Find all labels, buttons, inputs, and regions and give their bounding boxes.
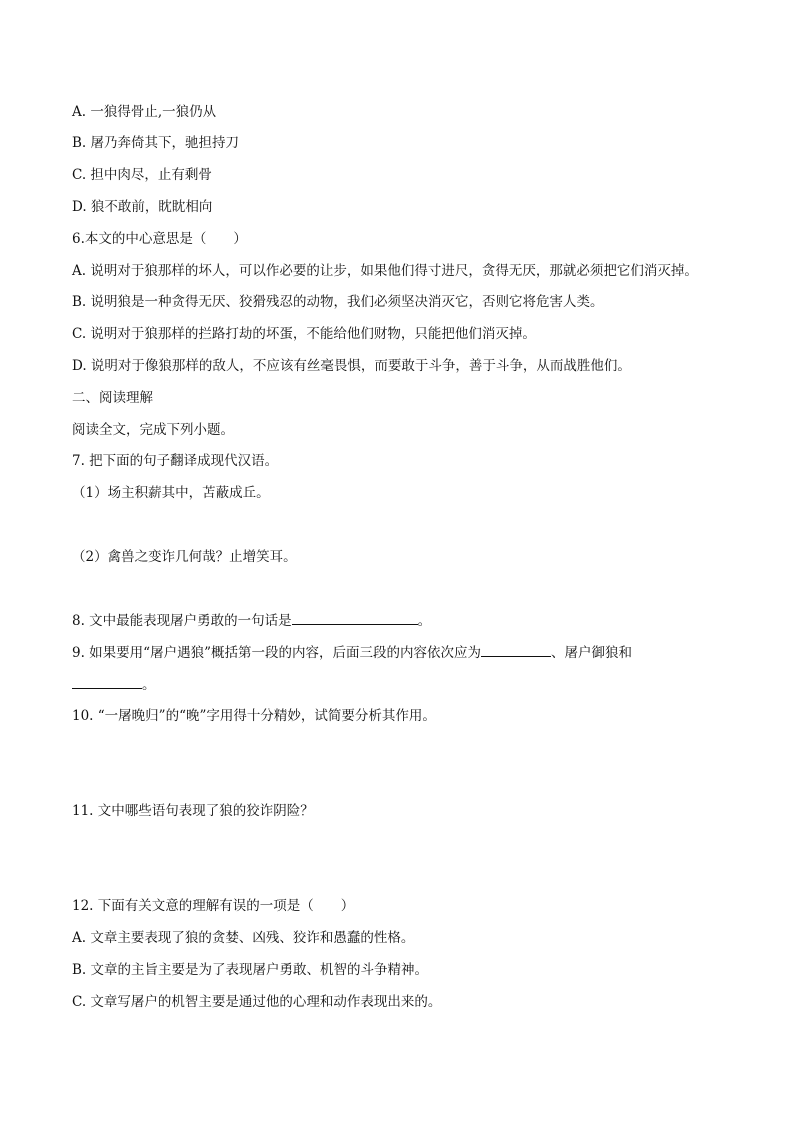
q5-option-b: B. 屠乃奔倚其下，驰担持刀: [72, 135, 240, 151]
q12-option-b: B. 文章的主旨主要是为了表现屠户勇敢、机智的斗争精神。: [72, 962, 429, 978]
q8-line: [72, 610, 431, 631]
q9-middle: 、屠户御狼和: [550, 645, 632, 661]
q5-option-c: C. 担中肉尽，止有剩骨: [72, 167, 212, 183]
q6-option-d: D. 说明对于像狼那样的敌人，不应该有丝毫畏惧，而要敢于斗争，善于斗争，从而战胜他们。: [72, 358, 631, 374]
q9-answer-blank-1[interactable]: [481, 642, 551, 657]
q9-text: 9. 如果要用“屠户遇狼”概括第一段的内容，后面三段的内容依次应为: [72, 645, 481, 661]
q9-answer-blank-2[interactable]: [72, 674, 142, 689]
section-heading: 二、阅读理解: [72, 390, 153, 406]
q7-stem: 7. 把下面的句子翻译成现代汉语。: [72, 453, 279, 469]
q5-option-d: D. 狼不敢前，眈眈相向: [72, 199, 213, 215]
q12-option-a: A. 文章主要表现了狼的贪婪、凶残、狡诈和愚蠢的性格。: [72, 930, 415, 946]
q8-end: 。: [417, 613, 432, 629]
q7-sub2: （2）禽兽之变诈几何哉？止增笑耳。: [72, 549, 297, 565]
q5-option-a: A. 一狼得骨止,一狼仍从: [72, 104, 217, 120]
q8-answer-blank[interactable]: [292, 610, 418, 625]
q9-end: 。: [142, 677, 156, 693]
q11-stem: 11. 文中哪些语句表现了狼的狡诈阴险？: [72, 803, 314, 819]
q6-option-a: A. 说明对于狼那样的坏人，可以作必要的让步，如果他们得寸进尺，贪得无厌，那就必须把它们消灭掉。: [72, 263, 698, 279]
q9-line2: [72, 674, 156, 695]
q10-stem: 10. “一屠晚归”的“晚”字用得十分精妙，试简要分析其作用。: [72, 708, 436, 724]
q8-text: 8. 文中最能表现屠户勇敢的一句话是: [72, 613, 292, 629]
section-instruction: 阅读全文，完成下列小题。: [72, 422, 234, 438]
q6-option-c: C. 说明对于狼那样的拦路打劫的坏蛋，不能给他们财物，只能把他们消灭掉。: [72, 326, 536, 342]
q9-line1: [72, 642, 632, 663]
q7-sub1: （1）场主积薪其中，苫蔽成丘。: [72, 485, 270, 501]
q12-stem: 12. 下面有关文意的理解有误的一项是（ ）: [72, 898, 355, 914]
q6-option-b: B. 说明狼是一种贪得无厌、狡猾残忍的动物，我们必须坚决消灭它，否则它将危害人类。: [72, 294, 604, 310]
q6-stem: 6.本文的中心意思是（ ）: [72, 231, 247, 247]
q12-option-c: C. 文章写屠户的机智主要是通过他的心理和动作表现出来的。: [72, 994, 442, 1010]
